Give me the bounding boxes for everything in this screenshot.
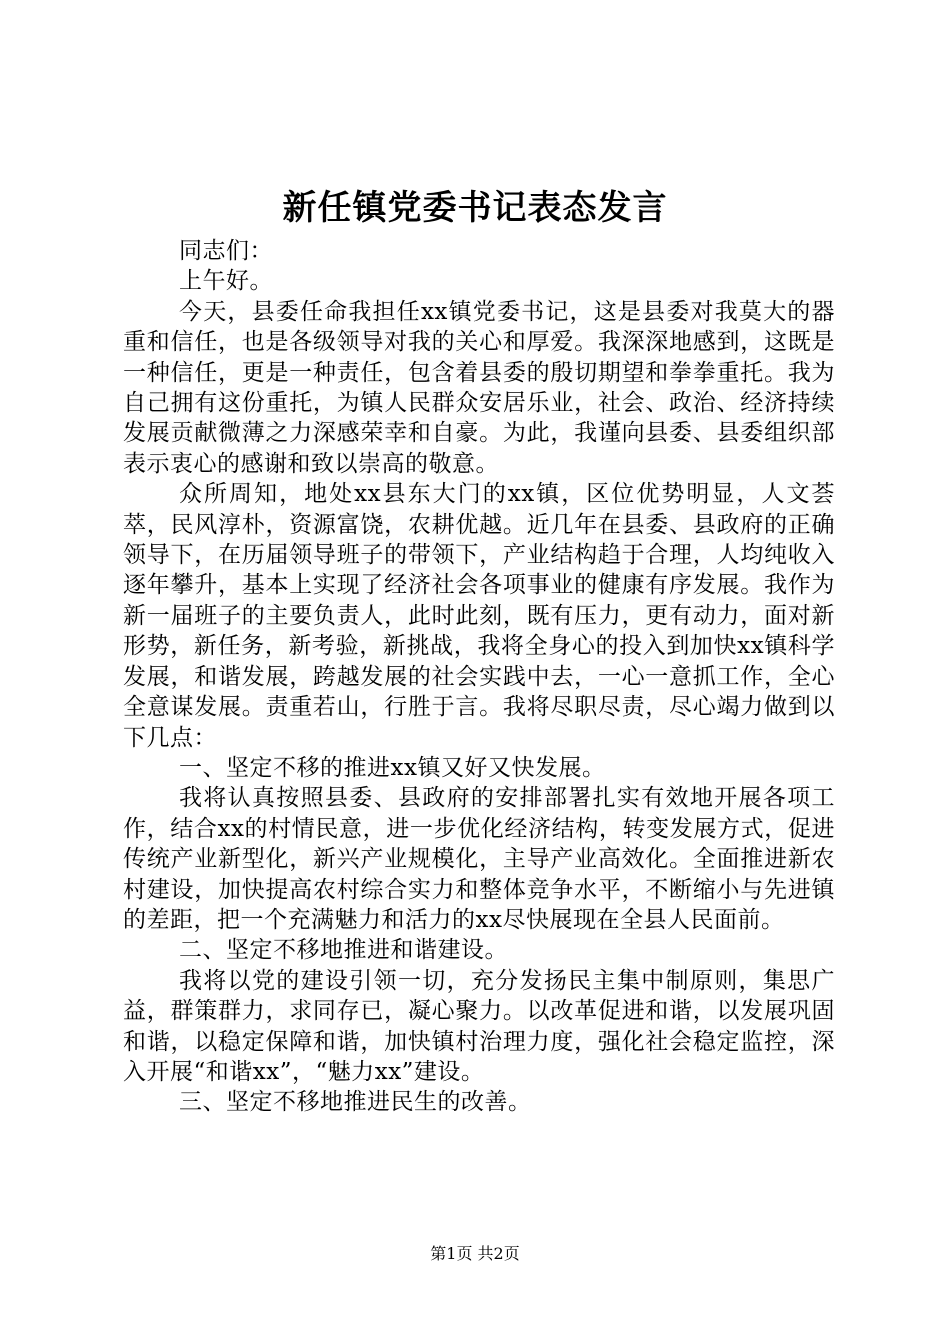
document-title: 新任镇党委书记表态发言 xyxy=(282,188,668,228)
paragraph-greeting: 同志们： xyxy=(179,238,273,264)
paragraph-salutation: 上午好。 xyxy=(179,268,273,295)
section-heading-1: 一、坚定不移的推进xx镇又好又快发展。 xyxy=(179,754,606,781)
paragraph-appointment: 今天，县委任命我担任xx镇党委书记，这是县委对我莫大的器重和信任，也是各级领导对我的关心和厚爱。我深深地感到，这既是一种信任，更是一种责任，包含着县委的殷切期望和拳拳重托。我为自己拥有这份重托，为镇人民群众安居乐业，社会、政治、经济持续发展贡献微薄之力深感荣幸和自豪。为此，我谨向县委、县委组织部表示衷心的感谢和致以崇高的敬意。 xyxy=(123,298,835,477)
section-heading-2: 二、坚定不移地推进和谐建设。 xyxy=(179,937,508,964)
paragraph-town-overview: 众所周知，地处xx县东大门的xx镇，区位优势明显，人文荟萃，民风淳朴，资源富饶，农耕优越。近几年在县委、县政府的正确领导下，在历届领导班子的带领下，产业结构趋于合理，人均纯收入逐年攀升，基本上实现了经济社会各项事业的健康有序发展。我作为新一届班子的主要负责人，此时此刻，既有压力，更有动力，面对新形势，新任务，新考验，新挑战，我将全身心的投入到加快xx镇科学发展，和谐发展，跨越发展的社会实践中去，一心一意抓工作，全心全意谋发展。责重若山，行胜于言。我将尽职尽责，尽心竭力做到以下几点： xyxy=(123,481,835,751)
section-heading-3: 三、坚定不移地推进民生的改善。 xyxy=(179,1089,532,1116)
document-body xyxy=(123,236,835,1118)
paragraph-development: 我将认真按照县委、县政府的安排部署扎实有效地开展各项工作，结合xx的村情民意，进一步优化经济结构，转变发展方式，促进传统产业新型化，新兴产业规模化，主导产业高效化。全面推进新农村建设，加快提高农村综合实力和整体竞争水平，不断缩小与先进镇的差距，把一个充满魅力和活力的xx尽快展现在全县人民面前。 xyxy=(123,785,835,933)
page-number: 第1页 共2页 xyxy=(430,1244,520,1263)
paragraph-harmony: 我将以党的建设引领一切，充分发扬民主集中制原则，集思广益，群策群力，求同存已，凝心聚力。以改革促进和谐，以发展巩固和谐，以稳定保障和谐，加快镇村治理力度，强化社会稳定监控，深入开展“和谐xx”，“魅力xx”建设。 xyxy=(123,967,835,1085)
